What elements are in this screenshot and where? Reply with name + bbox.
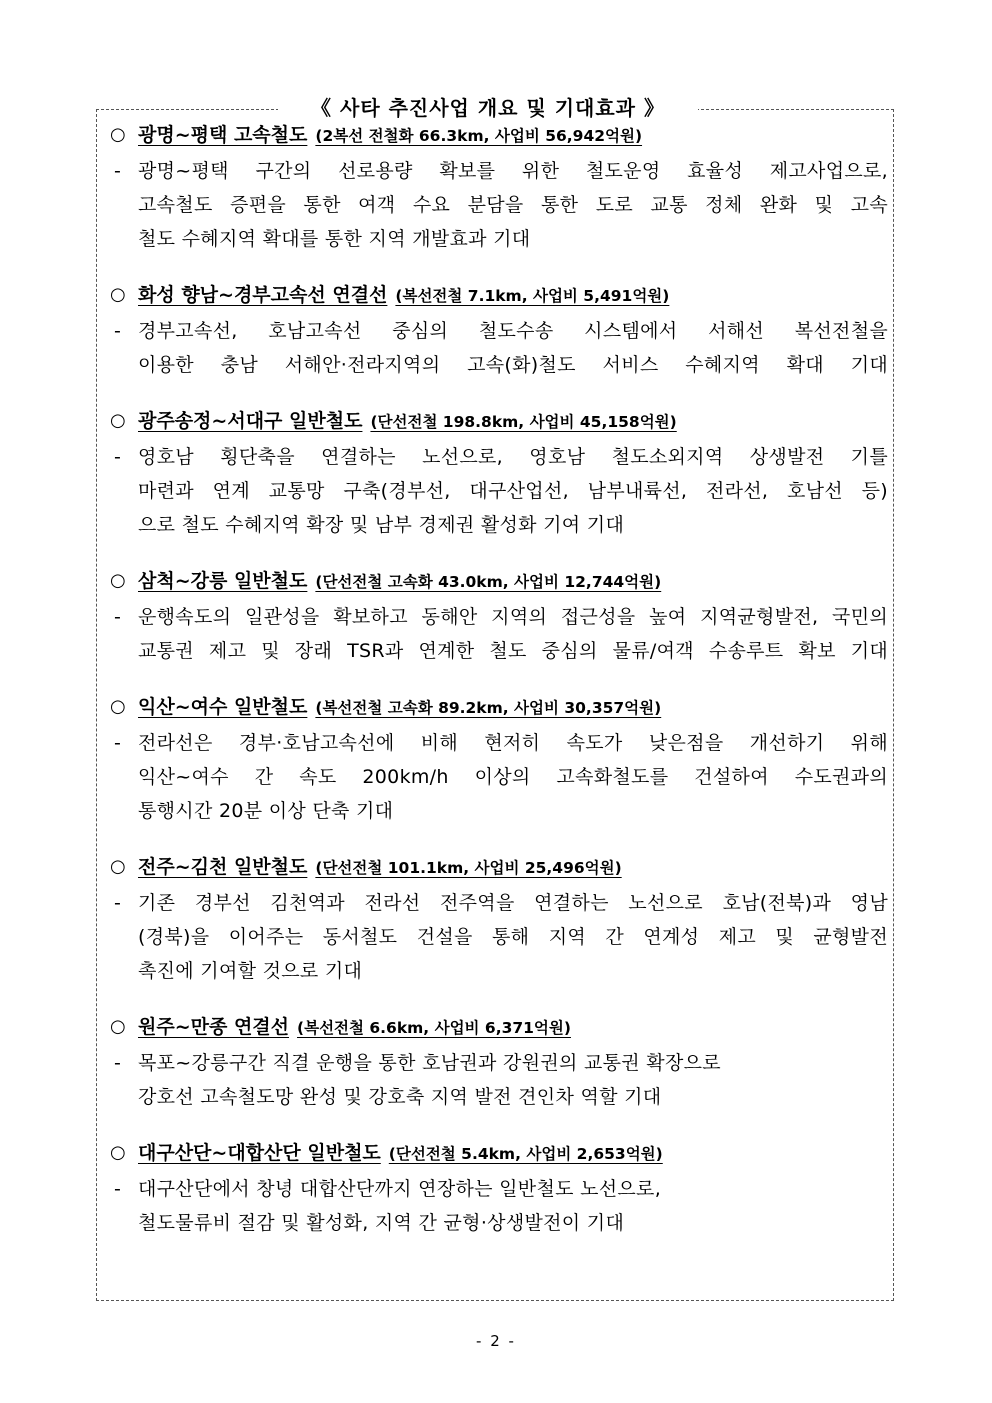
project-detail: (단선전철 198.8km, 사업비 45,158억원): [370, 413, 677, 431]
circle-bullet-icon: ○: [110, 124, 126, 145]
project-heading-text: [138, 850, 622, 885]
project-name: 대구산단~대합산단 일반철도: [138, 1142, 381, 1164]
project-section: [108, 850, 888, 988]
project-name: 전주~김천 일반철도: [138, 856, 308, 878]
description-line: 운행속도의 일관성을 확보하고 동해안 지역의 접근성을 높여 지역균형발전, 국민의: [138, 606, 888, 628]
description-line: 촉진에 기여할 것으로 기대: [138, 960, 363, 982]
description-line: 통행시간 20분 이상 단축 기대: [138, 800, 394, 822]
project-heading: [108, 690, 888, 724]
circle-bullet-icon: ○: [110, 284, 126, 305]
project-description: [108, 600, 888, 668]
project-heading-text: [138, 118, 642, 153]
circle-bullet-icon: ○: [110, 856, 126, 877]
project-list: [108, 118, 888, 1240]
project-section: [108, 1136, 888, 1240]
project-description: [108, 1172, 888, 1240]
description-line: 전라선은 경부·호남고속선에 비해 현저히 속도가 낮은점을 개선하기 위해: [138, 732, 888, 754]
project-heading-text: [138, 690, 661, 725]
circle-bullet-icon: ○: [110, 410, 126, 431]
description-line: (경북)을 이어주는 동서철도 건설을 통해 지역 간 연계성 제고 및 균형발전: [138, 926, 888, 948]
project-heading: [108, 404, 888, 438]
project-heading-text: [138, 564, 661, 599]
description-line: 영호남 횡단축을 연결하는 노선으로, 영호남 철도소외지역 상생발전 기틀: [138, 446, 888, 468]
page-number: - 2 -: [476, 1332, 516, 1350]
description-line: 철도물류비 절감 및 활성화, 지역 간 균형·상생발전이 기대: [138, 1212, 625, 1234]
page-title: 《 사타 추진사업 개요 및 기대효과 》: [278, 92, 698, 124]
project-description: [108, 440, 888, 542]
description-line: 철도 수혜지역 확대를 통한 지역 개발효과 기대: [138, 228, 531, 250]
dash-bullet: -: [114, 892, 121, 914]
project-heading-text: [138, 404, 677, 439]
dash-bullet: -: [114, 1178, 121, 1200]
description-line: 이용한 충남 서해안·전라지역의 고속(화)철도 서비스 수혜지역 확대 기대: [138, 354, 888, 376]
dash-bullet: -: [114, 320, 121, 342]
project-heading-text: [138, 278, 669, 313]
description-line: 기존 경부선 김천역과 전라선 전주역을 연결하는 노선으로 호남(전북)과 영남: [138, 892, 888, 914]
description-line: 강호선 고속철도망 완성 및 강호축 지역 발전 견인차 역할 기대: [138, 1086, 662, 1108]
description-line: 마련과 연계 교통망 구축(경부선, 대구산업선, 남부내륙선, 전라선, 호남선 등): [138, 480, 888, 502]
project-heading: [108, 278, 888, 312]
dash-bullet: -: [114, 446, 121, 468]
project-name: 원주~만종 연결선: [138, 1016, 290, 1038]
project-detail: (복선전철 6.6km, 사업비 6,371억원): [297, 1019, 571, 1037]
project-detail: (복선전철 고속화 89.2km, 사업비 30,357억원): [315, 699, 662, 717]
description-line: 목포~강릉구간 직결 운행을 통한 호남권과 강원권의 교통권 확장으로: [138, 1052, 721, 1074]
circle-bullet-icon: ○: [110, 1016, 126, 1037]
project-section: [108, 1010, 888, 1114]
description-line: 교통권 제고 및 장래 TSR과 연계한 철도 중심의 물류/여객 수송루트 확보 기대: [138, 640, 888, 662]
description-line: 익산~여수 간 속도 200km/h 이상의 고속화철도를 건설하여 수도권과의: [138, 766, 888, 788]
description-line: 경부고속선, 호남고속선 중심의 철도수송 시스템에서 서해선 복선전철을: [138, 320, 888, 342]
project-detail: (복선전철 7.1km, 사업비 5,491억원): [395, 287, 670, 305]
project-name: 익산~여수 일반철도: [138, 696, 308, 718]
project-description: [108, 154, 888, 256]
circle-bullet-icon: ○: [110, 696, 126, 717]
description-line: 광명~평택 구간의 선로용량 확보를 위한 철도운영 효율성 제고사업으로,: [138, 160, 888, 182]
project-description: [108, 726, 888, 828]
project-description: [108, 886, 888, 988]
project-name: 삼척~강릉 일반철도: [138, 570, 308, 592]
project-heading: [108, 850, 888, 884]
project-detail: (단선전철 고속화 43.0km, 사업비 12,744억원): [315, 573, 662, 591]
project-heading-text: [138, 1136, 663, 1171]
project-heading-text: [138, 1010, 571, 1045]
project-section: [108, 564, 888, 668]
project-section: [108, 690, 888, 828]
description-line: 으로 철도 수혜지역 확장 및 남부 경제권 활성화 기여 기대: [138, 514, 625, 536]
circle-bullet-icon: ○: [110, 570, 126, 591]
dash-bullet: -: [114, 606, 121, 628]
project-section: [108, 118, 888, 256]
description-line: 대구산단에서 창녕 대합산단까지 연장하는 일반철도 노선으로,: [138, 1178, 662, 1200]
project-detail: (단선전철 5.4km, 사업비 2,653억원): [388, 1145, 663, 1163]
dash-bullet: -: [114, 1052, 121, 1074]
project-heading: [108, 564, 888, 598]
project-description: [108, 314, 888, 382]
project-detail: (단선전철 101.1km, 사업비 25,496억원): [315, 859, 622, 877]
project-section: [108, 404, 888, 542]
description-line: 고속철도 증편을 통한 여객 수요 분담을 통한 도로 교통 정체 완화 및 고속: [138, 194, 888, 216]
project-detail: (2복선 전철화 66.3km, 사업비 56,942억원): [315, 127, 643, 145]
project-heading: [108, 1136, 888, 1170]
project-heading: [108, 118, 888, 152]
circle-bullet-icon: ○: [110, 1142, 126, 1163]
project-name: 화성 향남~경부고속선 연결선: [138, 284, 388, 306]
project-name: 광명~평택 고속철도: [138, 124, 308, 146]
dash-bullet: -: [114, 160, 121, 182]
project-section: [108, 278, 888, 382]
project-name: 광주송정~서대구 일반철도: [138, 410, 363, 432]
project-heading: [108, 1010, 888, 1044]
project-description: [108, 1046, 888, 1114]
dash-bullet: -: [114, 732, 121, 754]
